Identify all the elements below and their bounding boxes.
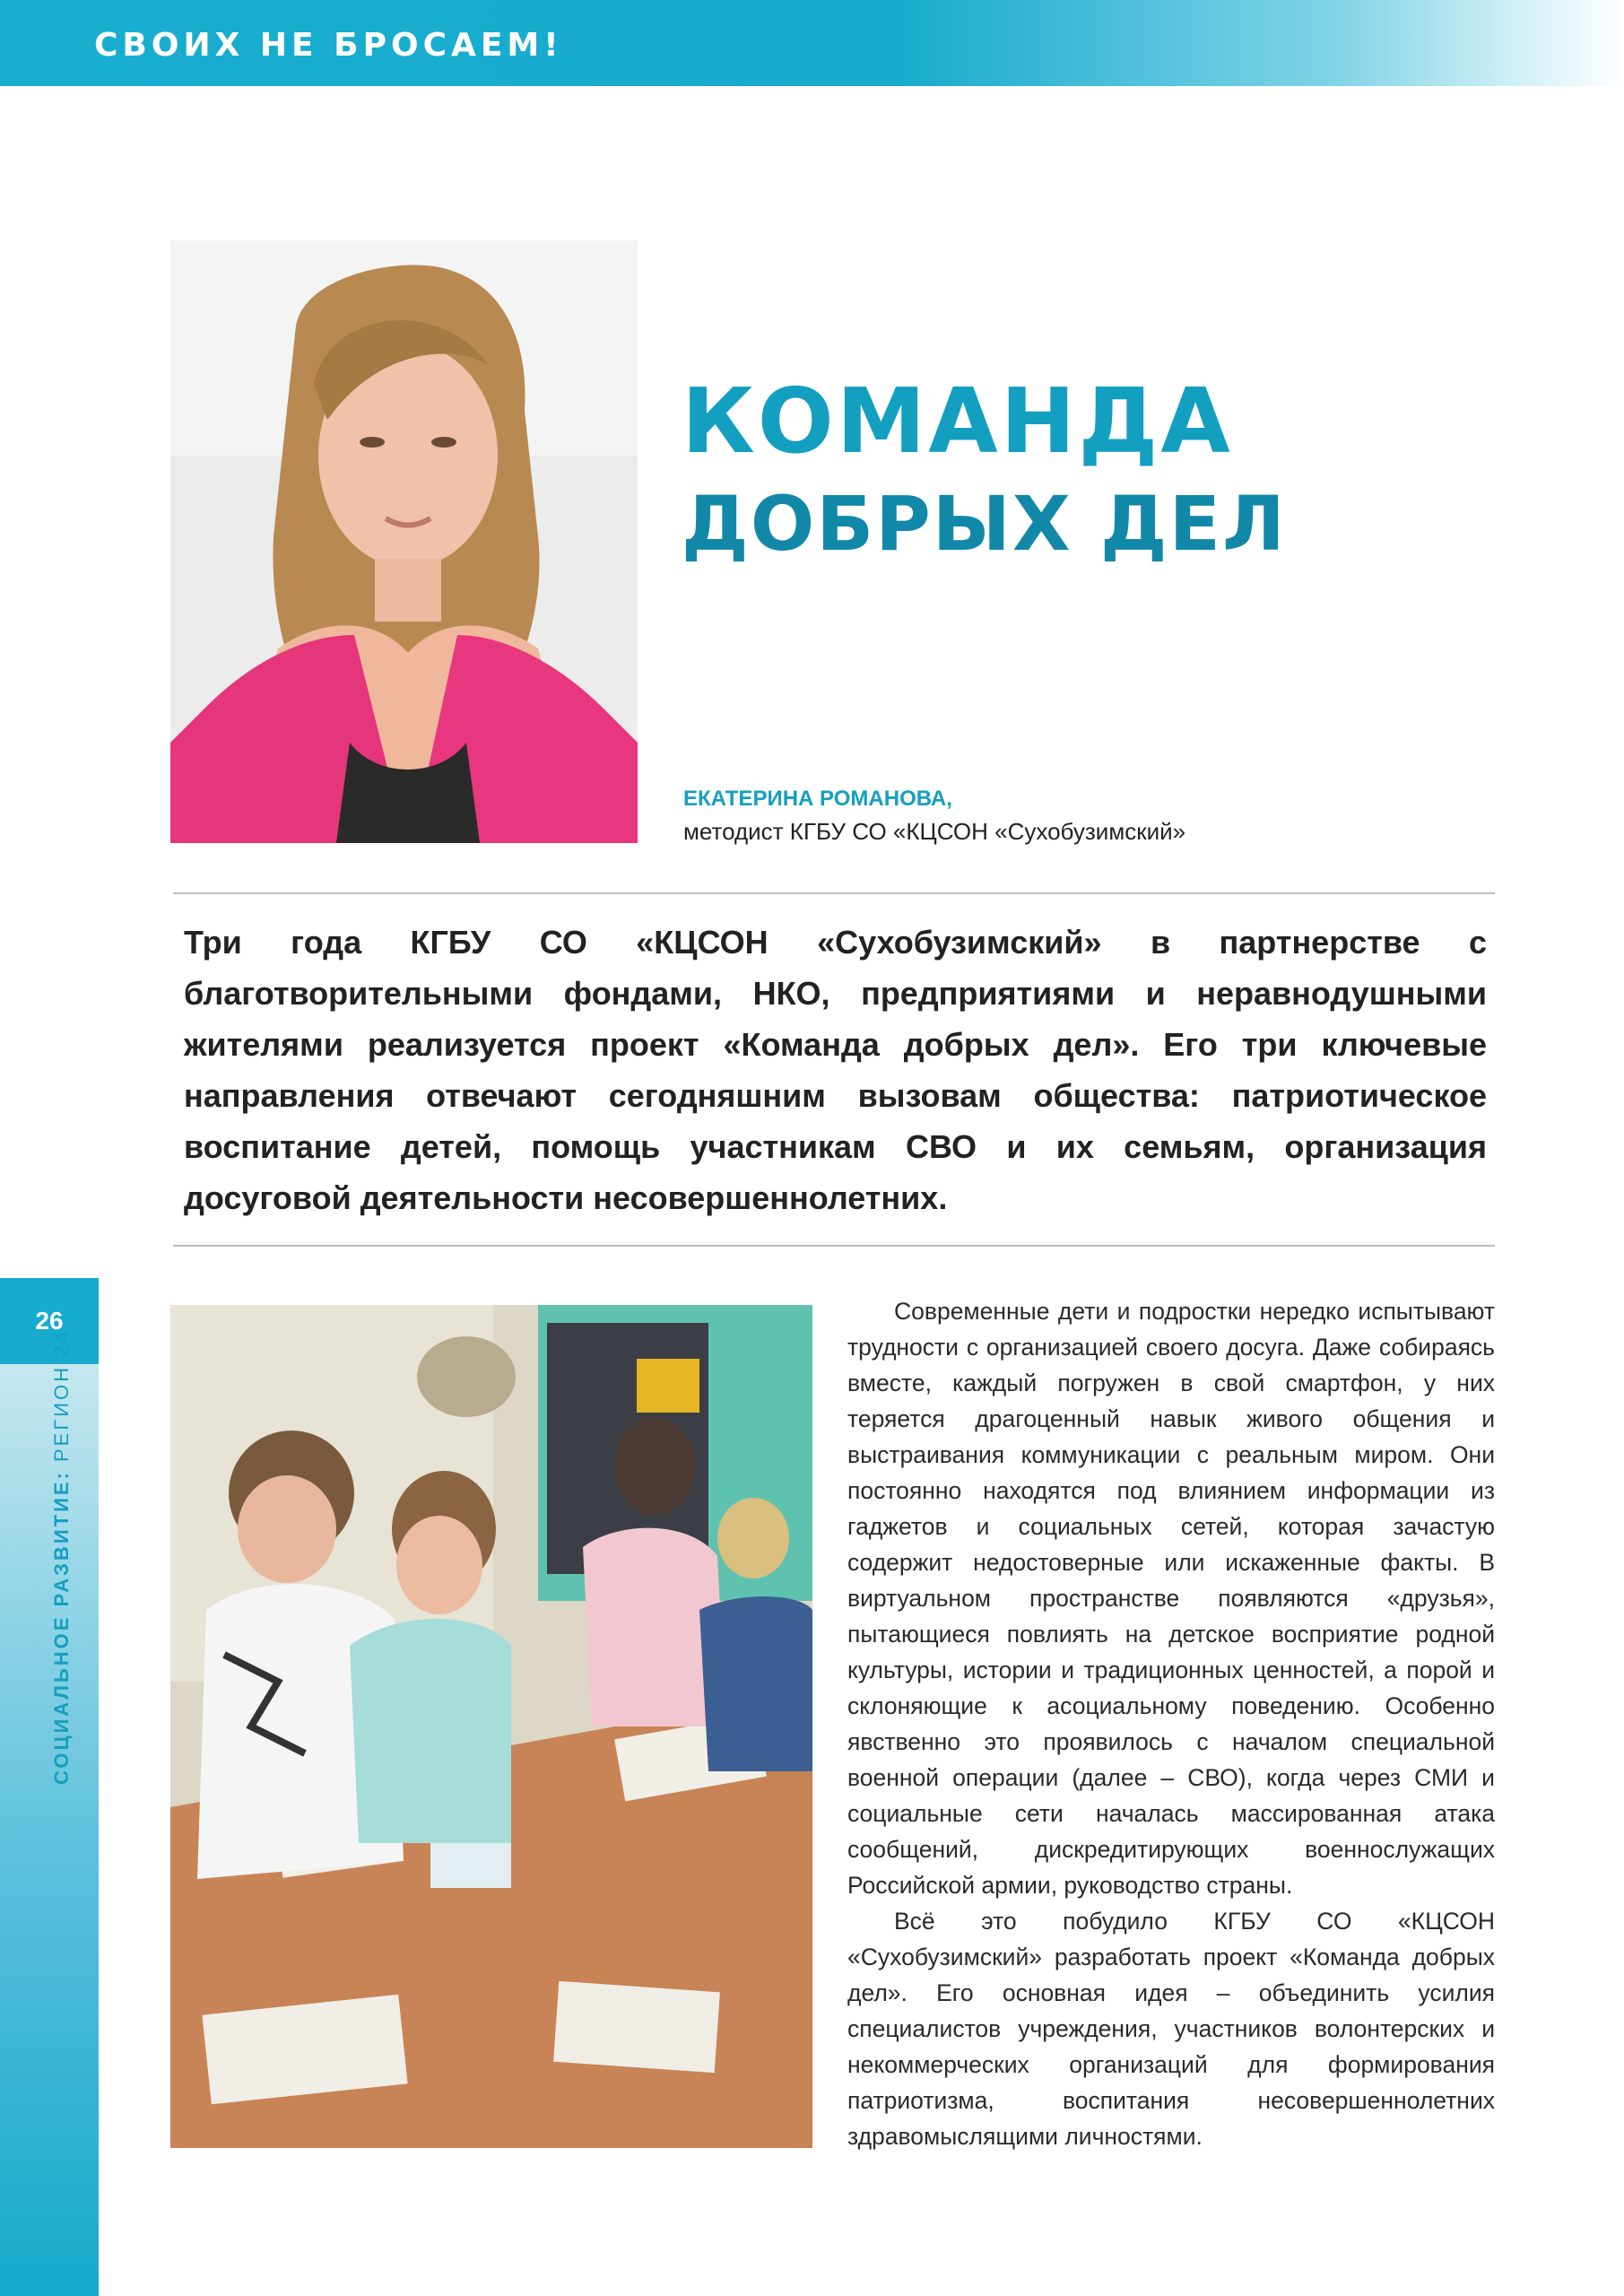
lead-paragraph: Три года КГБУ СО «КЦСОН «Сухобузимский» в партнерстве с благотворительными фондами, НКО, предприятиями и неравнодушными жителями реализуется проект «Команда добрых дел». Его три ключевые направления отвечают сегодняшним вызовам общества: патриотическое воспитание детей, помощь участникам СВО и их семьям, организация досуговой деятельности несовершеннолетних.: [184, 924, 1487, 1216]
author-role: методист КГБУ СО «КЦСОН «Сухобузимский»: [683, 818, 1186, 845]
author-name: ЕКАТЕРИНА РОМАНОВА,: [683, 787, 952, 811]
author-portrait-photo: [170, 240, 638, 843]
section-header-bar: [0, 0, 1624, 86]
article-body: [847, 1293, 1495, 2154]
article-title-line1: КОМАНДА: [682, 369, 1233, 474]
page-number: 26: [0, 1278, 99, 1364]
magazine-name-light: РЕГИОН 24: [50, 1329, 73, 1471]
author-block: [683, 783, 1185, 848]
body-paragraph-1: Современные дети и подростки нередко испытывают трудности с организацией своего досуга. Даже собираясь вместе, каждый погружен в свой смартфон, у них теряется драгоценный навык живого общения и выстраивания коммуникации с реальным миром. Они постоянно находятся под влиянием информации из гаджетов и социальных сетей, которая зачастую содержит недостоверные или искаженные факты. В виртуальном пространстве появляются «друзья», пытающиеся повлиять на детское восприятие родной культуры, истории и традиционных ценностей, а порой и склоняющие к асоциальному поведению. Особенно явственно это проявилось с началом специальной военной операции (далее – СВО), когда через СМИ и социальные сети началась массированная атака сообщений, дискредитирующих военнослужащих Российской армии, руководство страны.: [847, 1298, 1495, 1899]
activity-illustration: [170, 1305, 812, 2148]
section-title: СВОИХ НЕ БРОСАЕМ!: [94, 27, 563, 64]
portrait-illustration: [170, 240, 638, 843]
magazine-name: [50, 1329, 74, 1785]
article-title: [682, 369, 1287, 568]
magazine-name-bold: СОЦИАЛЬНОЕ РАЗВИТИЕ:: [50, 1470, 73, 1785]
children-activity-photo: [170, 1305, 812, 2148]
sidebar-strip: [0, 1278, 99, 2296]
divider-top: [173, 892, 1495, 894]
divider-bottom: [173, 1245, 1495, 1247]
body-paragraph-2: Всё это побудило КГБУ СО «КЦСОН «Сухобузимский» разработать проект «Команда добрых дел». Его основная идея – объединить усилия специалистов учреждения, участников волонтерских и некоммерческих организаций для формирования патриотизма, воспитания несовершеннолетних здравомыслящими личностями.: [847, 1908, 1495, 2150]
article-title-line2: ДОБРЫХ ДЕЛ: [682, 480, 1287, 568]
